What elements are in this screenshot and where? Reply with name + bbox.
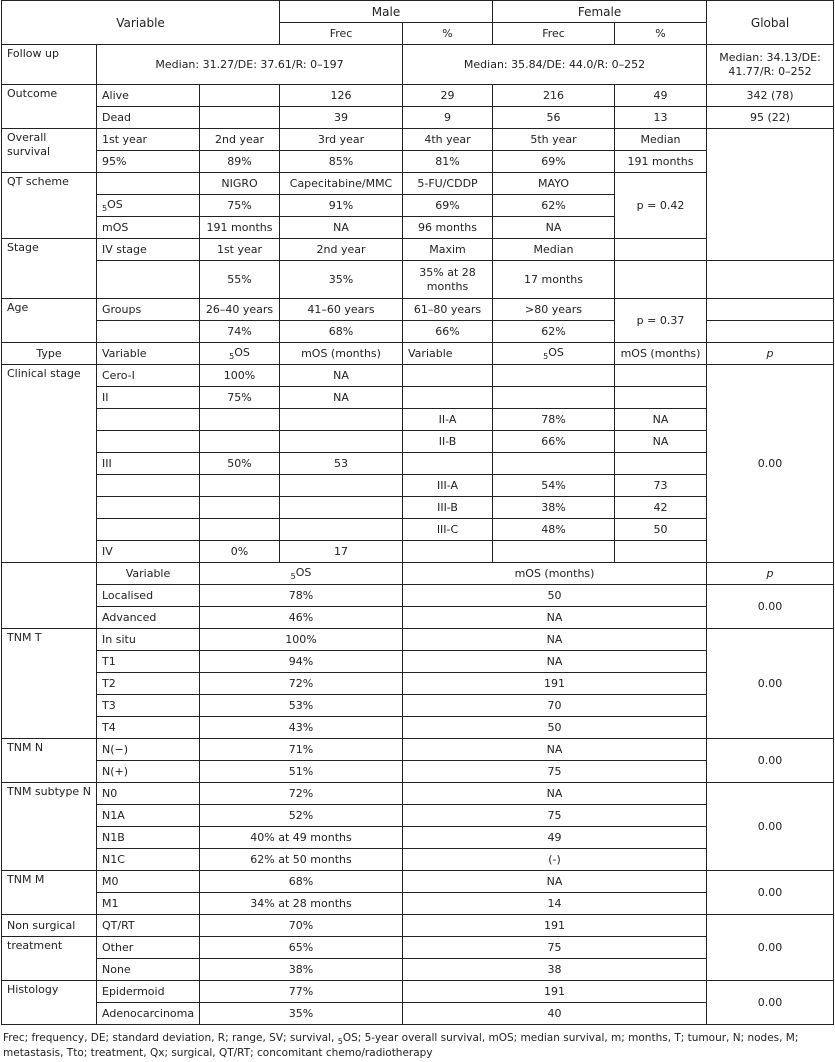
lower-group-label	[2, 563, 97, 629]
lower-os5: 77%	[200, 981, 403, 1003]
os-value: 95%	[97, 151, 200, 173]
lower-mos: NA	[403, 739, 707, 761]
os-header: Median	[615, 129, 707, 151]
lower-os5: 43%	[200, 717, 403, 739]
lower-os5: 52%	[200, 805, 403, 827]
lower-mos: 70	[403, 695, 707, 717]
lower-variable: In situ	[97, 629, 200, 651]
outcome-row	[2, 85, 834, 107]
lower-mos: 75	[403, 805, 707, 827]
clinical-os2	[493, 365, 615, 387]
lower-variable: N(+)	[97, 761, 200, 783]
clinical-variable-header: Variable	[97, 343, 200, 365]
lower-variable: N0	[97, 783, 200, 805]
age-label: Age	[2, 299, 97, 343]
stage-value: 17 months	[493, 261, 615, 299]
lower-mos: 49	[403, 827, 707, 849]
lower-mos: 38	[403, 959, 707, 981]
lower-os5: 100%	[200, 629, 403, 651]
clinical-v2: II-A	[403, 409, 493, 431]
lower-group-label: TNM M	[2, 871, 97, 915]
lower-p-value: 0.00	[707, 871, 834, 915]
lower-mos: 191	[403, 981, 707, 1003]
lower-mos: NA	[403, 629, 707, 651]
stage-header: 2nd year	[280, 239, 403, 261]
qt-mos-label: mOS	[97, 217, 200, 239]
qt-os5: 69%	[403, 195, 493, 217]
lower-p-value: 0.00	[707, 629, 834, 739]
qt-header: NIGRO	[200, 173, 280, 195]
lower-variable: Adenocarcinoma	[97, 1003, 200, 1025]
age-value: 66%	[403, 321, 493, 343]
clinical-os2: 78%	[493, 409, 615, 431]
lower-group-label: TNM T	[2, 629, 97, 739]
outcome-male-pct: 9	[403, 107, 493, 129]
lower-variable: Localised	[97, 585, 200, 607]
header-female: Female	[493, 1, 707, 23]
os-value: 81%	[403, 151, 493, 173]
clinical-v2	[403, 541, 493, 563]
lower-variable: N1B	[97, 827, 200, 849]
lower-group-label-2: treatment	[2, 937, 97, 981]
lower-os5: 71%	[200, 739, 403, 761]
clinical-mos2	[615, 387, 707, 409]
qt-os5: 62%	[493, 195, 615, 217]
clinical-mos1: NA	[280, 365, 403, 387]
lower-p-header: p	[707, 563, 834, 585]
age-value: 62%	[493, 321, 615, 343]
lower-group-label: TNM N	[2, 739, 97, 783]
clinical-mos1: NA	[280, 387, 403, 409]
clinical-p-value: 0.00	[707, 365, 834, 563]
qt-os5: 91%	[280, 195, 403, 217]
clinical-mos1	[280, 475, 403, 497]
lower-variable: None	[97, 959, 200, 981]
clinical-v2: III-C	[403, 519, 493, 541]
header-male: Male	[280, 1, 493, 23]
outcome-name: Dead	[97, 107, 200, 129]
stage-value: 55%	[200, 261, 280, 299]
lower-group-label: Non surgical	[2, 915, 97, 937]
os-value: 69%	[493, 151, 615, 173]
clinical-v1: IV	[97, 541, 200, 563]
followup-global: Median: 34.13/DE: 41.77/R: 0–252	[707, 45, 834, 85]
lower-variable-header: Variable	[97, 563, 200, 585]
qt-mos: NA	[280, 217, 403, 239]
lower-mos-header: mOS (months)	[403, 563, 707, 585]
stage-value: 35% at 28 months	[403, 261, 493, 299]
clinical-v1: Cero-I	[97, 365, 200, 387]
header-female-frec: Frec	[493, 23, 615, 45]
lower-os5: 70%	[200, 915, 403, 937]
os-label: Overall survival	[2, 129, 97, 173]
clinical-mos1: 53	[280, 453, 403, 475]
stage-sublabel: IV stage	[97, 239, 200, 261]
lower-mos: 14	[403, 893, 707, 915]
age-header: 26–40 years	[200, 299, 280, 321]
outcome-female-pct: 13	[615, 107, 707, 129]
lower-os5: 68%	[200, 871, 403, 893]
clinical-os1: 100%	[200, 365, 280, 387]
clinical-mos2	[615, 365, 707, 387]
lower-variable: M1	[97, 893, 200, 915]
outcome-male-pct: 29	[403, 85, 493, 107]
lower-variable: T1	[97, 651, 200, 673]
clinical-p-header: p	[707, 343, 834, 365]
os-value: 191 months	[615, 151, 707, 173]
lower-variable: T3	[97, 695, 200, 717]
age-header: >80 years	[493, 299, 615, 321]
lower-variable: QT/RT	[97, 915, 200, 937]
age-value: 68%	[280, 321, 403, 343]
lower-row	[2, 629, 834, 651]
clinical-v2: II-B	[403, 431, 493, 453]
clinical-os1	[200, 475, 280, 497]
clinical-v2	[403, 453, 493, 475]
lower-mos: NA	[403, 871, 707, 893]
lower-os5: 40% at 49 months	[200, 827, 403, 849]
qt-header: Capecitabine/MMC	[280, 173, 403, 195]
clinical-mos2-header: mOS (months)	[615, 343, 707, 365]
qt-os5: 75%	[200, 195, 280, 217]
clinical-variable2-header: Variable	[403, 343, 493, 365]
header-male-frec: Frec	[280, 23, 403, 45]
followup-male: Median: 31.27/DE: 37.61/R: 0–197	[97, 45, 403, 85]
clinical-mos1	[280, 409, 403, 431]
stage-value: 35%	[280, 261, 403, 299]
outcome-female-frec: 56	[493, 107, 615, 129]
outcome-male-frec: 39	[280, 107, 403, 129]
lower-mos: 40	[403, 1003, 707, 1025]
clinical-os1: 75%	[200, 387, 280, 409]
age-sublabel: Groups	[97, 299, 200, 321]
clinical-v1	[97, 431, 200, 453]
clinical-type-header: Type	[2, 343, 97, 365]
lower-variable: N1A	[97, 805, 200, 827]
clinical-mos2	[615, 453, 707, 475]
lower-mos: NA	[403, 607, 707, 629]
stage-values-row	[2, 261, 834, 299]
clinical-v1	[97, 519, 200, 541]
lower-variable: T4	[97, 717, 200, 739]
os-header: 4th year	[403, 129, 493, 151]
clinical-mos1	[280, 497, 403, 519]
qt-os5-label: $_5$OS	[97, 195, 200, 217]
lower-os5: 34% at 28 months	[200, 893, 403, 915]
lower-group-label: Histology	[2, 981, 97, 1025]
age-value: 74%	[200, 321, 280, 343]
clinical-v1	[97, 475, 200, 497]
clinical-v2	[403, 365, 493, 387]
lower-row	[2, 871, 834, 893]
lower-os5: 94%	[200, 651, 403, 673]
table-footnote: Frec; frequency, DE; standard deviation, R; range, SV; survival, $_5$OS; 5-year overall survival, mOS; median survival, m; months, T; tumour, N; nodes, M; metastasis, Tto; treatment, Qx; surgical, QT/RT; concomitant chemo/radiotherapy	[3, 1032, 799, 1059]
stage-header: Median	[493, 239, 615, 261]
clinical-row	[2, 365, 834, 387]
age-header: 61–80 years	[403, 299, 493, 321]
clinical-mos1	[280, 431, 403, 453]
qt-mos: 96 months	[403, 217, 493, 239]
lower-variable: N(−)	[97, 739, 200, 761]
age-values-row	[2, 321, 834, 343]
clinical-mos2: NA	[615, 409, 707, 431]
clinical-mos2: 73	[615, 475, 707, 497]
lower-os5: 35%	[200, 1003, 403, 1025]
lower-os5: 65%	[200, 937, 403, 959]
clinical-os2	[493, 387, 615, 409]
clinical-os1	[200, 431, 280, 453]
followup-female: Median: 35.84/DE: 44.0/R: 0–252	[403, 45, 707, 85]
lower-os5: 78%	[200, 585, 403, 607]
outcome-name: Alive	[97, 85, 200, 107]
clinical-mos2: 50	[615, 519, 707, 541]
outcome-row	[2, 107, 834, 129]
lower-os5: 62% at 50 months	[200, 849, 403, 871]
qt-label: QT scheme	[2, 173, 97, 239]
clinical-os5b-header: $_5$OS	[493, 343, 615, 365]
header-male-pct: %	[403, 23, 493, 45]
clinical-mos2	[615, 541, 707, 563]
lower-mos: 75	[403, 937, 707, 959]
lower-row	[2, 915, 834, 937]
lower-variable: Advanced	[97, 607, 200, 629]
clinical-os1: 50%	[200, 453, 280, 475]
lower-p-value: 0.00	[707, 585, 834, 629]
qt-header: MAYO	[493, 173, 615, 195]
outcome-global: 95 (22)	[707, 107, 834, 129]
clinical-os2: 66%	[493, 431, 615, 453]
clinical-os2: 48%	[493, 519, 615, 541]
lower-p-value: 0.00	[707, 783, 834, 871]
header-global: Global	[707, 1, 834, 45]
survival-table	[1, 0, 834, 1025]
stage-label: Stage	[2, 239, 97, 299]
lower-variable: N1C	[97, 849, 200, 871]
lower-os5-header: $_5$OS	[200, 563, 403, 585]
qt-mos: 191 months	[200, 217, 280, 239]
lower-os5: 72%	[200, 783, 403, 805]
lower-variable: Epidermoid	[97, 981, 200, 1003]
clinical-os2	[493, 541, 615, 563]
clinical-header-row	[2, 343, 834, 365]
lower-mos: 50	[403, 585, 707, 607]
os-header: 2nd year	[200, 129, 280, 151]
lower-os5: 46%	[200, 607, 403, 629]
lower-mos: 191	[403, 915, 707, 937]
clinical-mos-header: mOS (months)	[280, 343, 403, 365]
stage-header: 1st year	[200, 239, 280, 261]
lower-row	[2, 585, 834, 607]
lower-mos: NA	[403, 783, 707, 805]
clinical-v1	[97, 409, 200, 431]
lower-mos: 191	[403, 673, 707, 695]
clinical-mos1	[280, 519, 403, 541]
clinical-os2	[493, 453, 615, 475]
os-header: 5th year	[493, 129, 615, 151]
lower-p-value: 0.00	[707, 981, 834, 1025]
lower-os5: 51%	[200, 761, 403, 783]
clinical-stage-label: Clinical stage	[2, 365, 97, 563]
header-variable: Variable	[2, 1, 280, 45]
clinical-os1: 0%	[200, 541, 280, 563]
os-value: 85%	[280, 151, 403, 173]
clinical-os1	[200, 497, 280, 519]
clinical-os1	[200, 409, 280, 431]
outcome-female-frec: 216	[493, 85, 615, 107]
lower-mos: NA	[403, 651, 707, 673]
clinical-v1: II	[97, 387, 200, 409]
qt-p-value: p = 0.42	[615, 173, 707, 239]
clinical-os5-header: $_5$OS	[200, 343, 280, 365]
followup-label: Follow up	[2, 45, 97, 85]
qt-header: 5-FU/CDDP	[403, 173, 493, 195]
clinical-mos2: 42	[615, 497, 707, 519]
outcome-female-pct: 49	[615, 85, 707, 107]
os-value: 89%	[200, 151, 280, 173]
lower-p-value: 0.00	[707, 915, 834, 981]
clinical-mos2: NA	[615, 431, 707, 453]
clinical-v2	[403, 387, 493, 409]
clinical-v1	[97, 497, 200, 519]
age-p-value: p = 0.37	[615, 299, 707, 343]
age-header: 41–60 years	[280, 299, 403, 321]
clinical-v2: III-A	[403, 475, 493, 497]
header-row	[2, 1, 834, 23]
lower-variable: T2	[97, 673, 200, 695]
qt-mos: NA	[493, 217, 615, 239]
lower-os5: 53%	[200, 695, 403, 717]
header-female-pct: %	[615, 23, 707, 45]
outcome-male-frec: 126	[280, 85, 403, 107]
followup-row	[2, 45, 834, 85]
lower-p-value: 0.00	[707, 739, 834, 783]
lower-group-label: TNM subtype N	[2, 783, 97, 871]
stage-header: Maxim	[403, 239, 493, 261]
lower-mos: 75	[403, 761, 707, 783]
clinical-os2: 38%	[493, 497, 615, 519]
lower-row	[2, 981, 834, 1003]
clinical-os1	[200, 519, 280, 541]
outcome-label: Outcome	[2, 85, 97, 129]
clinical-v1: III	[97, 453, 200, 475]
empty-global-cell	[707, 129, 834, 261]
clinical-v2: III-B	[403, 497, 493, 519]
lower-os5: 72%	[200, 673, 403, 695]
lower-os5: 38%	[200, 959, 403, 981]
age-header-row	[2, 299, 834, 321]
outcome-global: 342 (78)	[707, 85, 834, 107]
os-header: 3rd year	[280, 129, 403, 151]
os-header: 1st year	[97, 129, 200, 151]
lower-variable: Other	[97, 937, 200, 959]
os-header-row	[2, 129, 834, 151]
lower-mos: 50	[403, 717, 707, 739]
clinical-mos1: 17	[280, 541, 403, 563]
lower-mos: (-)	[403, 849, 707, 871]
lower-variable: M0	[97, 871, 200, 893]
clinical-os2: 54%	[493, 475, 615, 497]
lower-header-row	[2, 563, 834, 585]
lower-row	[2, 783, 834, 805]
lower-row	[2, 739, 834, 761]
